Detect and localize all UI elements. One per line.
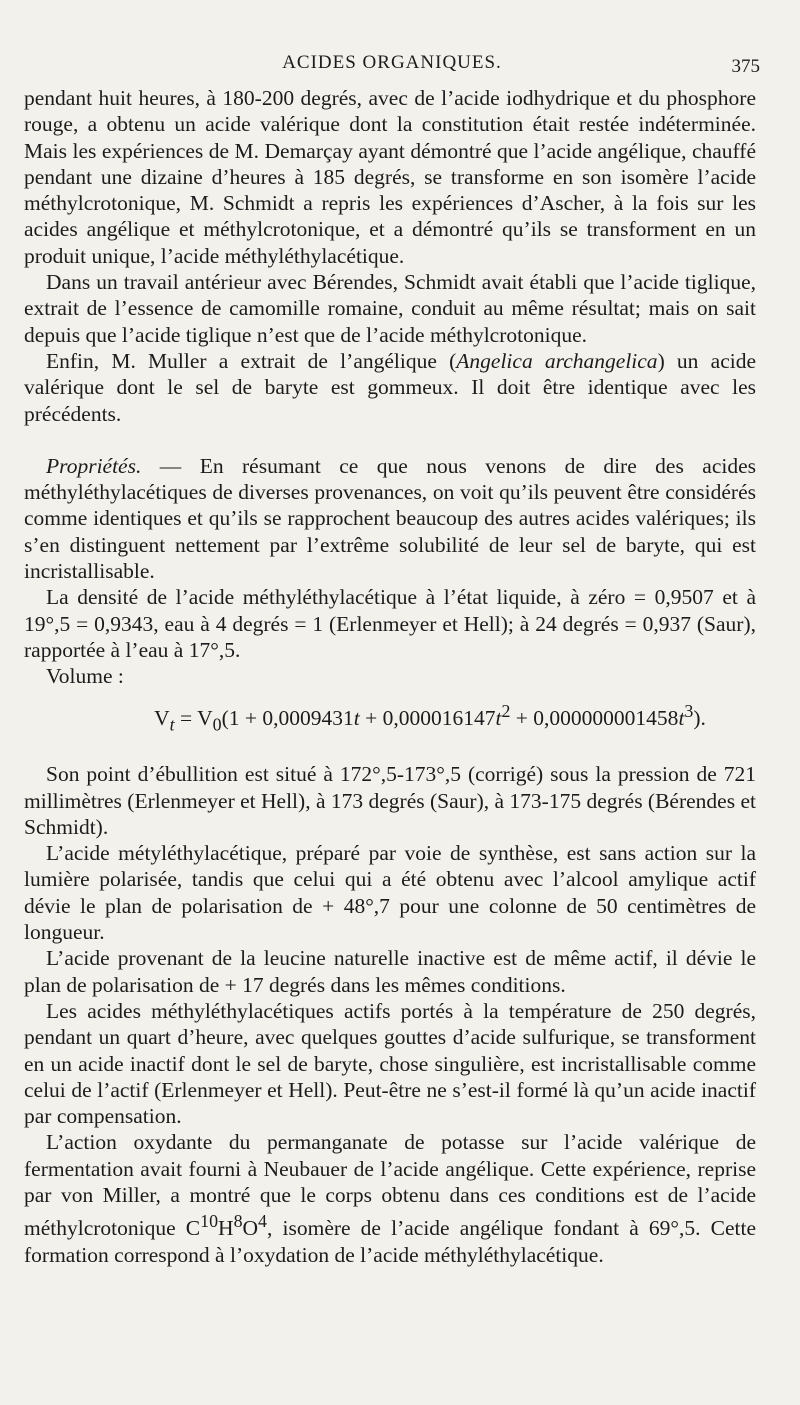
paragraph-properties-text: — En résumant ce que nous venons de dire des acides méthyléthylacétiques de diverses provenances, on voit qu’ils peuvent être considérés comme identiques et qu’ils se rapprochent beaucoup des autres acides valériques; ils s’en distinguent nettement par l’extrême solubilité de leur sel de baryte, qui est incristallisable. bbox=[24, 453, 756, 584]
latin-name: Angelica archangelica bbox=[456, 348, 658, 373]
running-title: ACIDES ORGANIQUES. bbox=[282, 52, 502, 73]
paragraph-volume-label: Volume : bbox=[46, 664, 124, 689]
paragraph-2: Dans un travail antérieur avec Bérendes, Schmidt avait établi que l’acide tiglique, extrait de l’essence de camomille romaine, conduit au même résultat; mais on sait depuis que l’acide tiglique n’est que de l’acide méthylcrotonique. bbox=[24, 270, 756, 347]
page-header bbox=[24, 52, 760, 82]
paragraph-oxidation: L’action oxydante du permanganate de potasse sur l’acide valérique de fermentation avait fourni à Neubauer de l’acide angélique. Cette expérience, reprise par von Miller, a montré que le corps obtenu dans ces conditions est de l’acide méthylcrotonique $C^{10}H^8O^4$, isomère de l’acide angélique fondant à 69°,5. Cette formation correspond à l’oxydation de l’acide méthyléthylacétique. bbox=[24, 1130, 756, 1267]
section-heading-proprietes: Propriétés. bbox=[46, 453, 142, 478]
paragraph-properties bbox=[24, 453, 756, 584]
paragraph-leucine: L’acide provenant de la leucine naturelle inactive est de même actif, il dévie le plan de polarisation de + 17 degrés dans les mêmes conditions. bbox=[24, 946, 756, 997]
paragraph-3-text-after: ) un acide valérique dont le sel de baryte est gommeux. Il doit être identique avec les précédents. bbox=[24, 348, 757, 426]
page-number: 375 bbox=[731, 56, 760, 77]
paragraph-boiling-point: Son point d’ébullition est situé à 172°,5-173°,5 (corrigé) sous la pression de 721 millimètres (Erlenmeyer et Hell), à 173 degrés (Saur), à 173-175 degrés (Bérendes et Schmidt). bbox=[24, 762, 756, 839]
paragraph-1: pendant huit heures, à 180-200 degrés, avec de l’acide iodhydrique et du phosphore rouge, a obtenu un acide valérique dont la constitution était restée indéterminée. Mais les expériences de M. Demarçay ayant démontré que l’acide angélique, chauffé pendant une dizaine d’heures à 185 degrés, se transforme en son isomère l’acide méthylcrotonique, M. Schmidt a repris les expériences d’Ascher, à la fois sur les acides angélique et méthylcrotonique, et a démontré qu’ils se transforment en un produit unique, l’acide méthyléthylacétique. bbox=[24, 86, 756, 268]
paragraph-polarisation: L’acide métyléthylacétique, préparé par voie de synthèse, est sans action sur la lumière polarisée, tandis que celui qui a été obtenu avec l’alcool amylique actif dévie le plan de polarisation de + 48°,7 pour une colonne de 50 centimètres de longueur. bbox=[24, 841, 756, 945]
volume-equation: $V_t = V_0(1 + 0,0009431t + 0,000016147t^2 + 0,000000001458t^3)$. bbox=[154, 700, 706, 734]
paragraph-3-text-before: Enfin, M. Muller a extrait de l’angélique ( bbox=[46, 348, 457, 373]
page-body bbox=[24, 85, 756, 1268]
paragraph-density: La densité de l’acide méthyléthylacétique à l’état liquide, à zéro = 0,9507 et à 19°,5 = 0,9343, eau à 4 degrés = 1 (Erlenmeyer et Hell); à 24 degrés = 0,937 (Saur), rapportée à l’eau à 17°,5. bbox=[24, 585, 756, 662]
paragraph-active-acids: Les acides méthyléthylacétiques actifs portés à la température de 250 degrés, pendant un quart d’heure, avec quelques gouttes d’acide sulfurique, se transforment en un acide inactif dont le sel de baryte, chose singulière, est incristallisable comme celui de l’actif (Erlenmeyer et Hell). Peut-être ne s’est-il formé là qu’un acide inactif par compensation. bbox=[24, 998, 756, 1129]
paragraph-3 bbox=[24, 348, 756, 427]
